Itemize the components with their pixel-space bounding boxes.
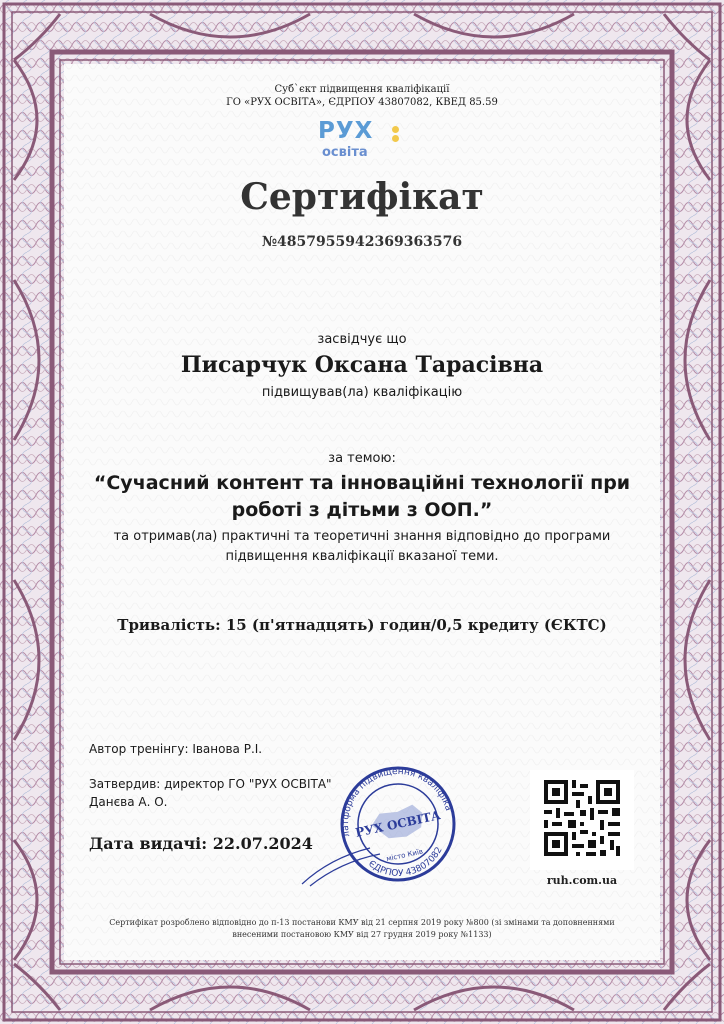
- received-line-2: підвищення кваліфікації вказаної теми.: [225, 549, 499, 564]
- approved-by: Затвердив: директор ГО "РУХ ОСВІТА": [89, 777, 332, 791]
- issuer-line-1: Суб`єкт підвищення кваліфікації: [274, 84, 450, 95]
- duration-text: Тривалість: 15 (п'ятнадцять) годин/0,5 кредиту (ЄКТС): [117, 616, 607, 634]
- logo-dots-icon: [392, 124, 400, 142]
- recipient-name: Писарчук Оксана Тарасівна: [180, 352, 544, 378]
- improved-text: підвищував(ла) кваліфікацію: [261, 385, 463, 400]
- logo-text-bottom: освіта: [322, 145, 368, 160]
- footnote-line-2: внесеними постановою КМУ від 27 грудня 2019 року №1133): [232, 930, 492, 939]
- trainer-author: Автор тренінгу: Іванова Р.І.: [89, 742, 263, 756]
- qr-code-icon: [530, 770, 634, 870]
- received-line-1: та отримав(ла) практичні та теоретичні знання відповідно до програми: [113, 529, 611, 544]
- topic-title: [0, 470, 724, 524]
- issue-date: Дата видачі: 22.07.2024: [89, 834, 313, 853]
- received-text: [0, 527, 724, 567]
- stamp-center-text: РУХ ОСВІТА: [354, 808, 442, 840]
- certificate-number: №4857955942369363576: [261, 234, 463, 250]
- certifies-text: засвідчує що: [317, 332, 407, 347]
- director-name: Данєва А. О.: [89, 795, 168, 809]
- stamp-ring-text: Платформа підвищення кваліфікації: [340, 766, 454, 838]
- topic-label: за темою:: [328, 451, 396, 466]
- logo-text-top: РУХ: [318, 118, 374, 144]
- ruh-osvita-logo: [318, 118, 406, 162]
- certificate-title: Сертифікат: [240, 176, 484, 218]
- footnote-line-1: Сертифікат розроблено відповідно до п-13 постанови КМУ від 21 серпня 2019 року №800 (зі змінами та доповненнями: [109, 918, 615, 927]
- organization-stamp-icon: [300, 762, 460, 892]
- legal-footnote: [0, 917, 724, 941]
- issuer-line-2: ГО «РУХ ОСВІТА», ЄДРПОУ 43807082, КВЕД 85.59: [226, 97, 498, 108]
- website-url[interactable]: ruh.com.ua: [546, 874, 618, 887]
- topic-line-2: роботі з дітьми з ООП.”: [231, 499, 493, 521]
- qr-code[interactable]: [530, 770, 634, 870]
- topic-line-1: “Сучасний контент та інноваційні технології при: [93, 472, 631, 494]
- stamp-code-text: ЄДРПОУ 43807082: [366, 845, 445, 880]
- stamp-city-text: місто Київ: [385, 847, 424, 864]
